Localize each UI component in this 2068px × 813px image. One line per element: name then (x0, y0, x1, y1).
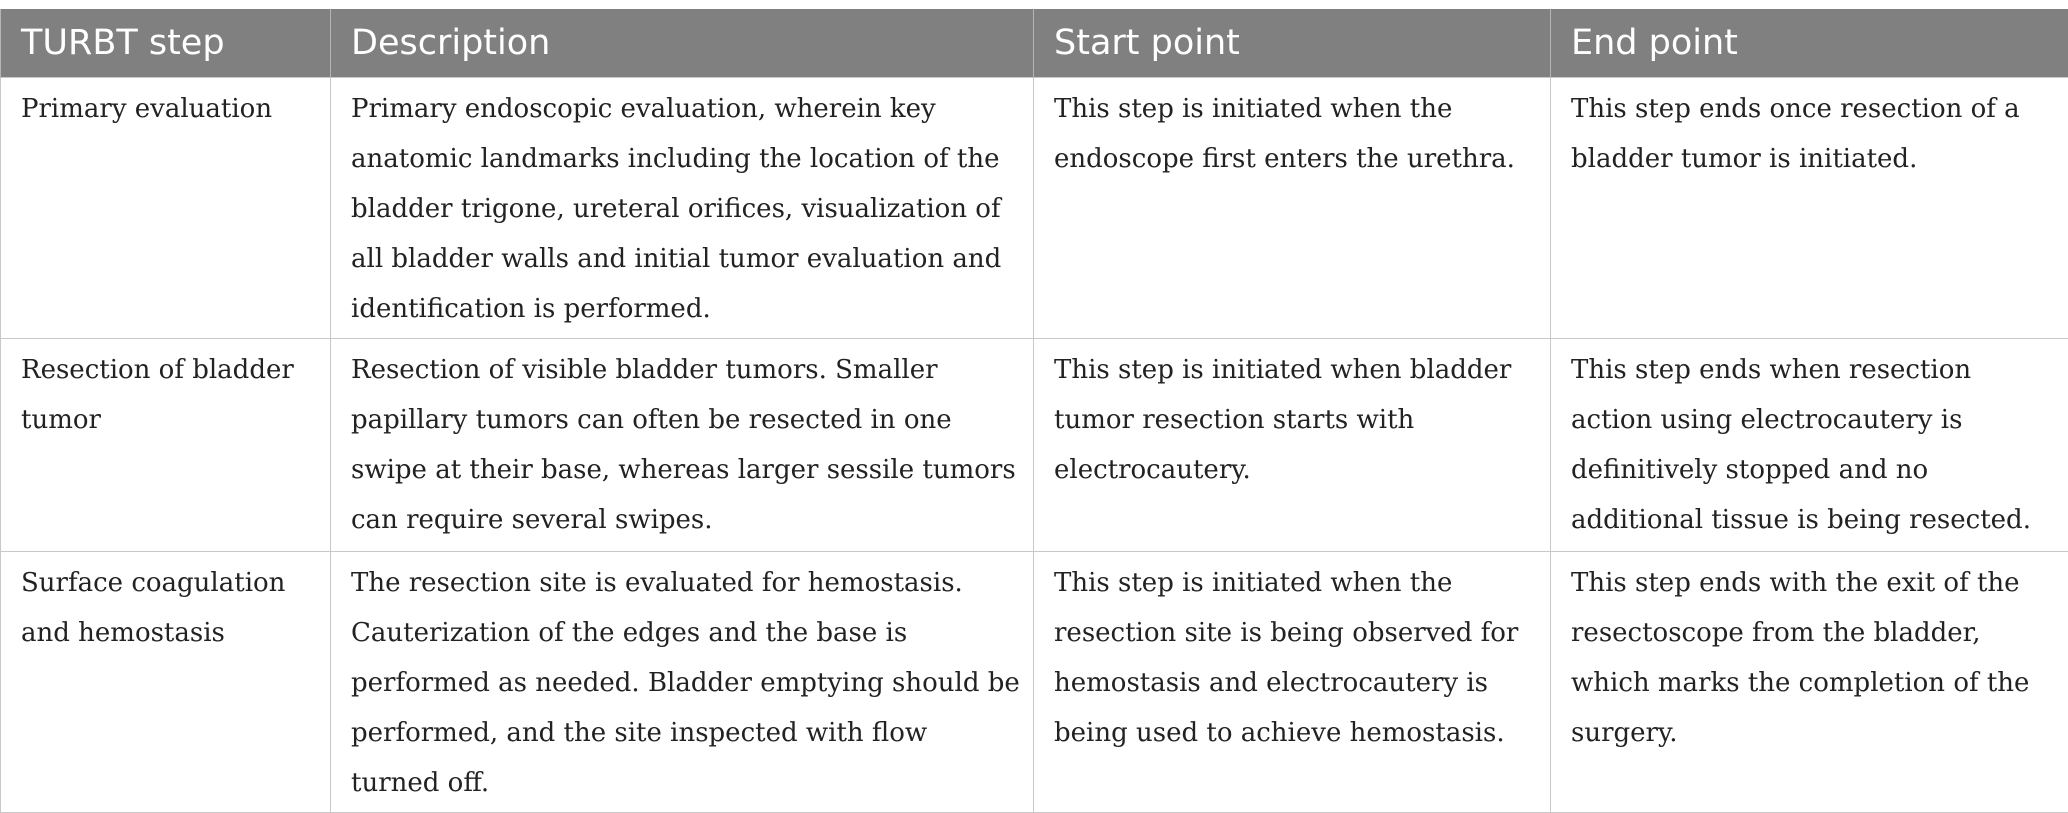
cell-description: Resection of visible bladder tumors. Smaller papillary tumors can often be resected in one swipe at their base, whereas larger sessile tumors can require several swipes. (331, 339, 1034, 552)
table-row (1, 339, 2068, 552)
cell-end-point: This step ends once resection of a bladder tumor is initiated. (1551, 78, 2068, 339)
column-header-description: Description (331, 9, 1034, 78)
cell-start-point: This step is initiated when the endoscope first enters the urethra. (1034, 78, 1551, 339)
column-header-turbt-step: TURBT step (1, 9, 331, 78)
column-header-end-point: End point (1551, 9, 2068, 78)
table-header-row (1, 9, 2068, 78)
cell-description: Primary endoscopic evaluation, wherein key anatomic landmarks including the location of the bladder trigone, ureteral orifices, visualization of all bladder walls and initial tumor evaluation and identification is performed. (331, 78, 1034, 339)
cell-start-point: This step is initiated when bladder tumor resection starts with electrocautery. (1034, 339, 1551, 552)
cell-start-point: This step is initiated when the resection site is being observed for hemostasis and electrocautery is being used to achieve hemostasis. (1034, 552, 1551, 813)
turbt-steps-table (0, 9, 2068, 813)
table-row (1, 552, 2068, 813)
table-row (1, 78, 2068, 339)
cell-end-point: This step ends with the exit of the resectoscope from the bladder, which marks the completion of the surgery. (1551, 552, 2068, 813)
column-header-start-point: Start point (1034, 9, 1551, 78)
turbt-steps-table-container (0, 9, 2068, 813)
cell-step: Surface coagulation and hemostasis (1, 552, 331, 813)
cell-end-point: This step ends when resection action using electrocautery is definitively stopped and no additional tissue is being resected. (1551, 339, 2068, 552)
cell-step: Resection of bladder tumor (1, 339, 331, 552)
cell-step: Primary evaluation (1, 78, 331, 339)
cell-description: The resection site is evaluated for hemostasis. Cauterization of the edges and the base is performed as needed. Bladder emptying should be performed, and the site inspected with flow turned off. (331, 552, 1034, 813)
